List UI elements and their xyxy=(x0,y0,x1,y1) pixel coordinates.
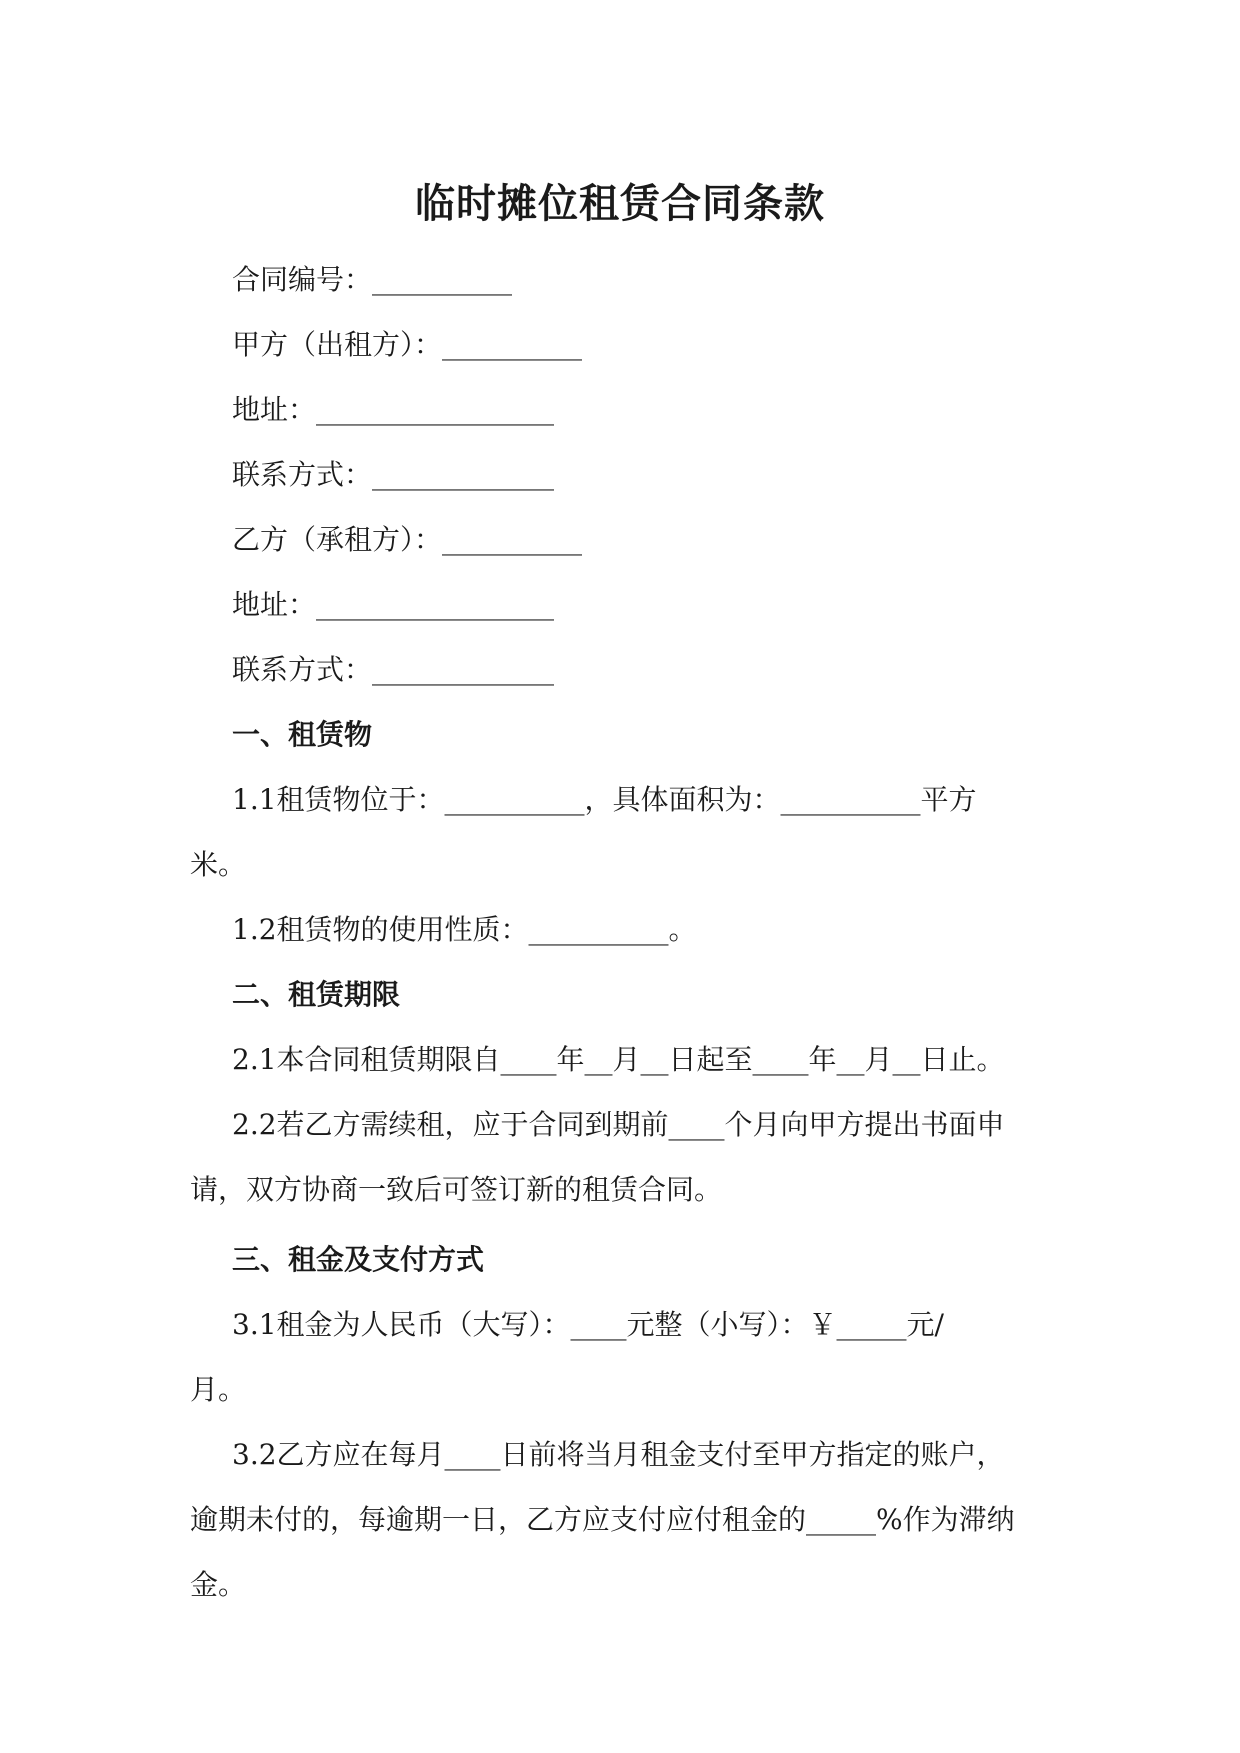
party-b-address-field: 地址：_________________ xyxy=(232,588,555,621)
clause-2-1: 2.1本合同租赁期限自____年__月__日起至____年__月__日止。 xyxy=(232,1043,1005,1076)
party-a-field: 甲方（出租方）：__________ xyxy=(232,328,583,361)
section-heading-rent-payment: 三、租金及支付方式 xyxy=(232,1243,485,1276)
clause-3-2: 3.2乙方应在每月____日前将当月租金支付至甲方指定的账户， xyxy=(232,1438,1005,1471)
party-a-contact-field: 联系方式：_____________ xyxy=(232,458,555,491)
section-heading-lease-object: 一、租赁物 xyxy=(232,718,373,751)
clause-3-2-continuation: 逾期未付的，每逾期一日，乙方应支付应付租金的_____%作为滞纳 xyxy=(190,1503,1015,1536)
party-b-field: 乙方（承租方）：__________ xyxy=(232,523,583,556)
party-a-address-field: 地址：_________________ xyxy=(232,393,555,426)
section-heading-lease-term: 二、租赁期限 xyxy=(232,978,401,1011)
contract-number-field: 合同编号：__________ xyxy=(232,263,513,296)
clause-1-1: 1.1租赁物位于：__________，具体面积为：__________平方 xyxy=(232,783,977,816)
clause-3-1: 3.1租金为人民币（大写）：____元整（小写）：￥_____元/ xyxy=(232,1308,944,1341)
clause-1-1-continuation: 米。 xyxy=(190,848,247,881)
party-b-contact-field: 联系方式：_____________ xyxy=(232,653,555,686)
clause-2-2: 2.2若乙方需续租，应于合同到期前____个月向甲方提出书面申 xyxy=(232,1108,1005,1141)
clause-1-2: 1.2租赁物的使用性质：__________。 xyxy=(232,913,697,946)
document-title: 临时摊位租赁合同条款 xyxy=(415,181,825,227)
clause-3-2-continuation-2: 金。 xyxy=(190,1568,247,1601)
clause-2-2-continuation: 请，双方协商一致后可签订新的租赁合同。 xyxy=(190,1173,723,1206)
clause-3-1-continuation: 月。 xyxy=(190,1373,247,1406)
